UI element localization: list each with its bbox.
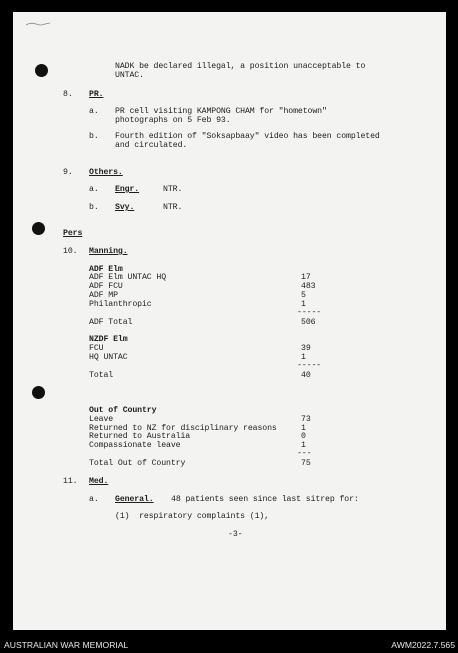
table-row-value: 1	[301, 300, 306, 309]
punch-hole	[32, 386, 45, 399]
page-number: -3-	[228, 530, 243, 539]
subitem-letter: b.	[89, 132, 99, 141]
table-row-label: ADF MP	[89, 291, 118, 300]
subitem-label-svy: Svy.	[115, 203, 135, 212]
item-heading-manning: Manning.	[89, 247, 128, 256]
table-title-out-of-country: Out of Country	[89, 406, 157, 415]
footer-accession-number: AWM2022.7.565	[391, 640, 455, 650]
table-rule: -----	[297, 308, 322, 317]
table-row-value: 17	[301, 273, 311, 282]
table-row-value: 73	[301, 415, 311, 424]
subitem-text: NTR.	[163, 185, 183, 194]
table-title-adf: ADF Elm	[89, 265, 123, 274]
table-total-label: Total Out of Country	[89, 459, 186, 468]
table-total-value: 40	[301, 371, 311, 380]
subitem-text: Fourth edition of "Soksapbaay" video has been completed	[115, 132, 380, 141]
subitem-letter: a.	[89, 495, 99, 504]
table-title-nzdf: NZDF Elm	[89, 335, 128, 344]
footer-institution: AUSTRALIAN WAR MEMORIAL	[4, 640, 129, 650]
subitem-text: PR cell visiting KAMPONG CHAM for "hometown"	[115, 107, 327, 116]
subitem-text: photographs on 5 Feb 93.	[115, 116, 231, 125]
subitem-label-general: General.	[115, 495, 154, 504]
subitem-text: NTR.	[163, 203, 183, 212]
table-row-value: 1	[301, 424, 306, 433]
item-number: 10.	[63, 247, 78, 256]
continuation-line: NADK be declared illegal, a position unacceptable to	[115, 62, 366, 71]
document-page	[13, 12, 446, 630]
table-total-value: 75	[301, 459, 311, 468]
item-number: 8.	[63, 90, 73, 99]
continuation-line: UNTAC.	[115, 71, 144, 80]
subitem-letter: a.	[89, 107, 99, 116]
table-rule: -----	[297, 361, 322, 370]
table-row-label: FCU	[89, 344, 104, 353]
table-row-label: Compassionate leave	[89, 441, 181, 450]
subitem-text: 48 patients seen since last sitrep for:	[171, 495, 359, 504]
item-heading-med: Med.	[89, 477, 109, 486]
handwritten-mark	[25, 21, 51, 27]
table-row-label: Leave	[89, 415, 114, 424]
item-heading-pr: PR.	[89, 90, 104, 99]
table-row-label: Philanthropic	[89, 300, 152, 309]
subitem-label-engr: Engr.	[115, 185, 140, 194]
table-row-value: 483	[301, 282, 316, 291]
table-row-value: 1	[301, 353, 306, 362]
section-heading-pers: Pers	[63, 229, 83, 238]
table-row-label: ADF Elm UNTAC HQ	[89, 273, 167, 282]
table-row-label: Returned to NZ for disciplinary reasons	[89, 424, 277, 433]
table-row-label: Returned to Australia	[89, 432, 191, 441]
subitem-letter: a.	[89, 185, 99, 194]
table-row-value: 5	[301, 291, 306, 300]
table-row-value: 0	[301, 432, 306, 441]
punch-hole	[35, 64, 48, 77]
table-row-value: 39	[301, 344, 311, 353]
table-row-value: 1	[301, 441, 306, 450]
table-total-value: 506	[301, 318, 316, 327]
punch-hole	[32, 222, 45, 235]
table-total-label: Total	[89, 371, 114, 380]
subitem-letter: b.	[89, 203, 99, 212]
item-heading-others: Others.	[89, 168, 123, 177]
item-number: 9.	[63, 168, 73, 177]
item-number: 11.	[63, 477, 78, 486]
table-row-label: ADF FCU	[89, 282, 123, 291]
subitem-text: and circulated.	[115, 141, 188, 150]
table-rule: ---	[297, 449, 312, 458]
subitem-text: (1) respiratory complaints (1),	[115, 512, 270, 521]
table-row-label: HQ UNTAC	[89, 353, 128, 362]
table-total-label: ADF Total	[89, 318, 133, 327]
